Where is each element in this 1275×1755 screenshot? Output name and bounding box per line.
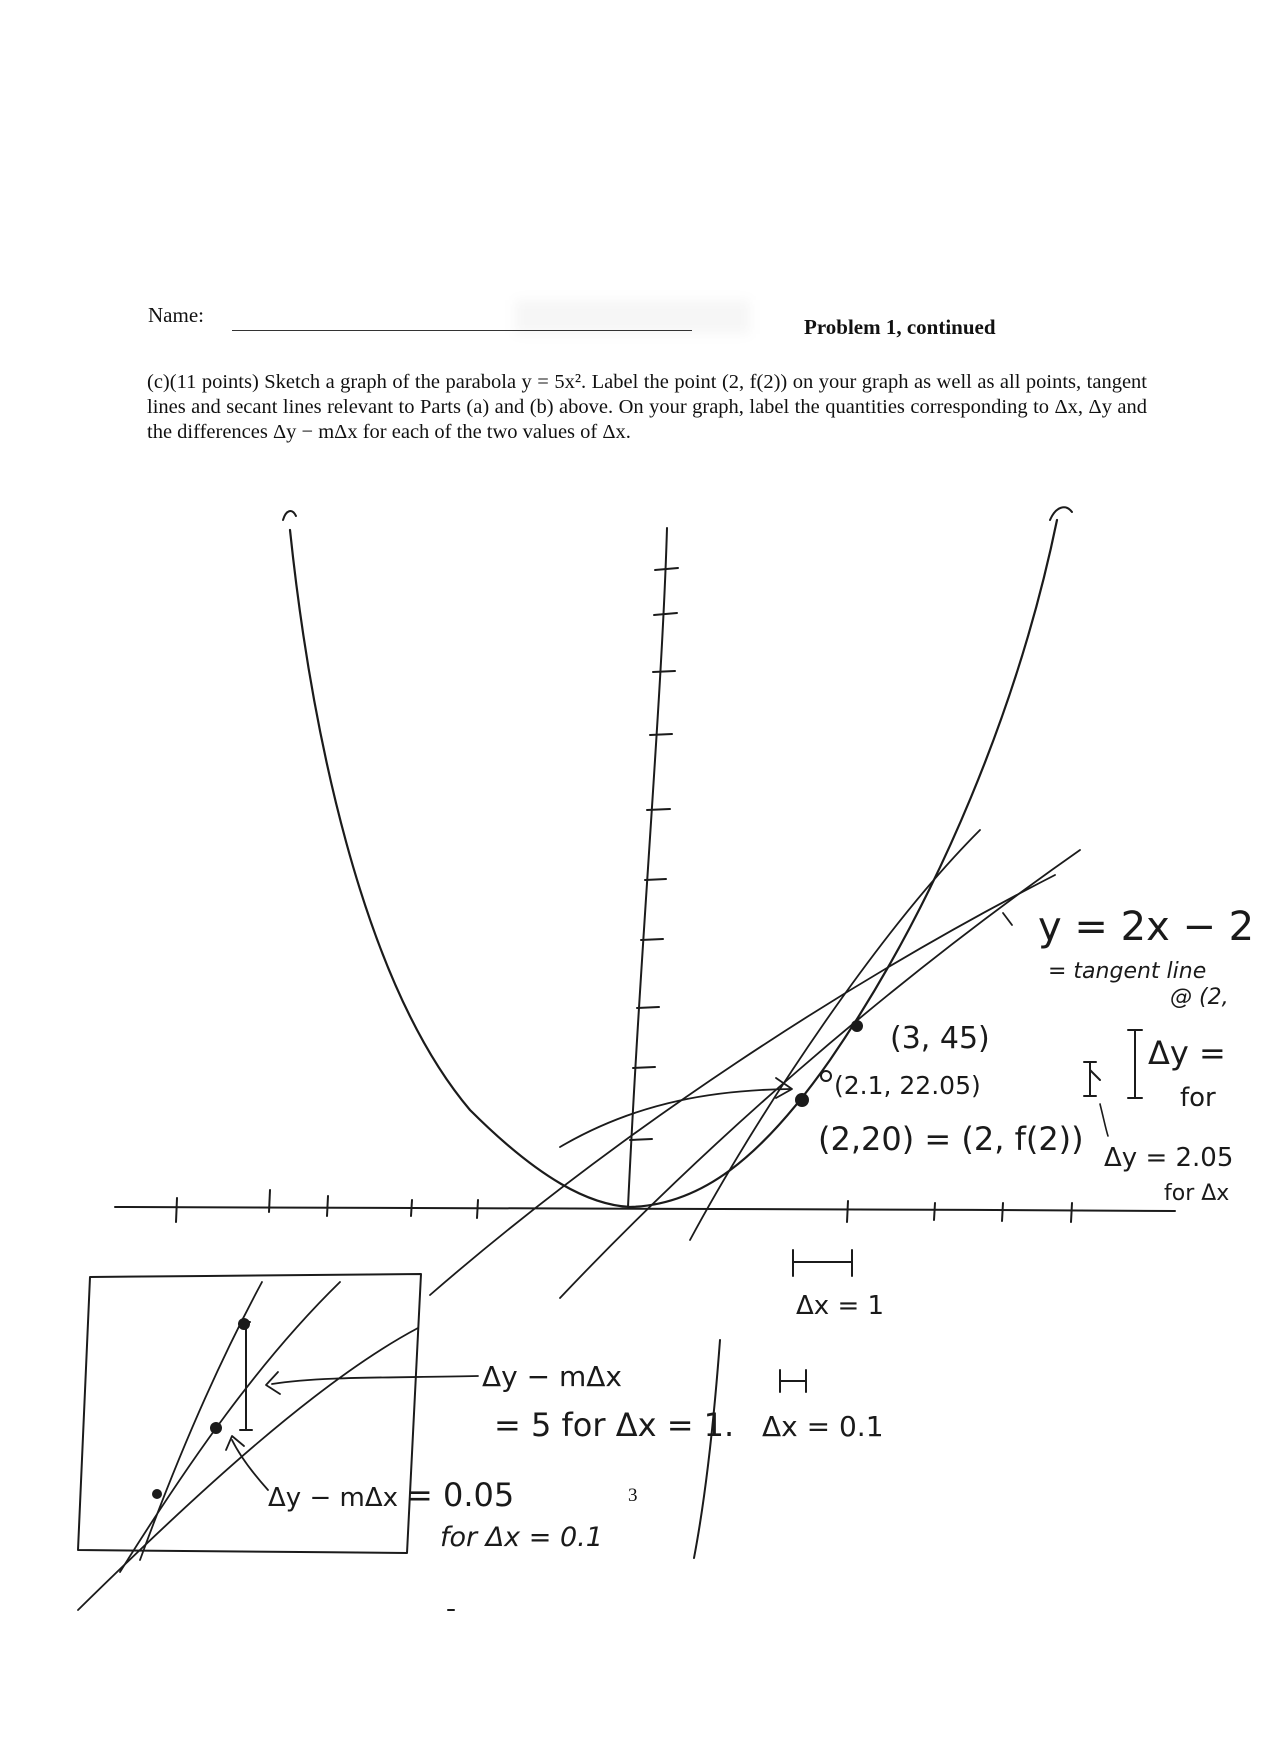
point-2-1: [821, 1071, 831, 1081]
right-arrowhead: [1050, 507, 1072, 520]
diff-small-pointer: [232, 1440, 268, 1490]
diff-big-pointer: [272, 1376, 478, 1384]
delta-x-1-bracket: [793, 1250, 852, 1276]
delta-y-205: Δy = 2.05: [1104, 1143, 1234, 1173]
name-label: Name:: [148, 303, 204, 327]
inset-point-base: [152, 1489, 162, 1499]
label-2-20: (2,20) = (2, f(2)): [818, 1120, 1084, 1158]
diff-small-pointer-head: [226, 1436, 244, 1450]
question-body: Sketch a graph of the parabola y = 5x². Label the point (2, f(2)) on your graph as well as all points, tangent lines and secant lines relevant to Parts (a) and (b) above. On your graph, label the quantities corresponding to Δx, Δy and the differences Δy − mΔx for each of the two values of Δx.: [147, 371, 1147, 443]
question-points: (11 points): [169, 371, 259, 393]
delta-x-01-bracket: [780, 1370, 806, 1392]
label-2-1: (2.1, 22.05): [834, 1071, 981, 1100]
delta-y-small: Δy =: [1148, 1034, 1226, 1072]
diff-small-value: = 0.05: [406, 1476, 515, 1514]
tangent-note: = tangent line: [1048, 959, 1207, 984]
point-3-45: [851, 1020, 863, 1032]
delta-x-1-label: Δx = 1: [796, 1291, 885, 1321]
point-2-20: [795, 1093, 809, 1107]
pointer-arrow-line: [560, 1089, 790, 1147]
inset-point-middle: [210, 1422, 222, 1434]
tangent-note-at: @ (2,: [1170, 985, 1229, 1010]
delta-y-connector: [1100, 1104, 1108, 1136]
question-part: (c): [147, 371, 170, 393]
divider-line: [694, 1340, 720, 1558]
problem-heading: Problem 1, continued: [804, 315, 996, 339]
parabola-curve: [290, 520, 1057, 1207]
left-arrowhead: [283, 511, 296, 520]
tangent-label-tick: [1003, 913, 1012, 925]
delta-y-bracket: [1128, 1030, 1142, 1098]
delta-y-small-for: for: [1180, 1083, 1216, 1113]
inset-point-upper: [238, 1318, 250, 1330]
diff-big-value: = 5 for Δx = 1.: [494, 1406, 735, 1444]
inset-tangent-line: [78, 1328, 418, 1610]
page-number: 3: [628, 1485, 638, 1506]
diff-small-label: Δy − mΔx: [268, 1483, 398, 1513]
inset-diff-bracket: [240, 1322, 252, 1430]
label-3-45: (3, 45): [890, 1021, 990, 1056]
delta-y-205-for: for Δx: [1164, 1181, 1230, 1206]
inset-secant-small: [120, 1282, 340, 1572]
diff-small-for: for Δx = 0.1: [440, 1522, 603, 1553]
diff-big-label: Δy − mΔx: [482, 1360, 622, 1393]
delta-y-small-bracket: [1084, 1062, 1100, 1096]
delta-x-01-label: Δx = 0.1: [762, 1410, 884, 1443]
tangent-equation: y = 2x − 2: [1038, 904, 1255, 950]
